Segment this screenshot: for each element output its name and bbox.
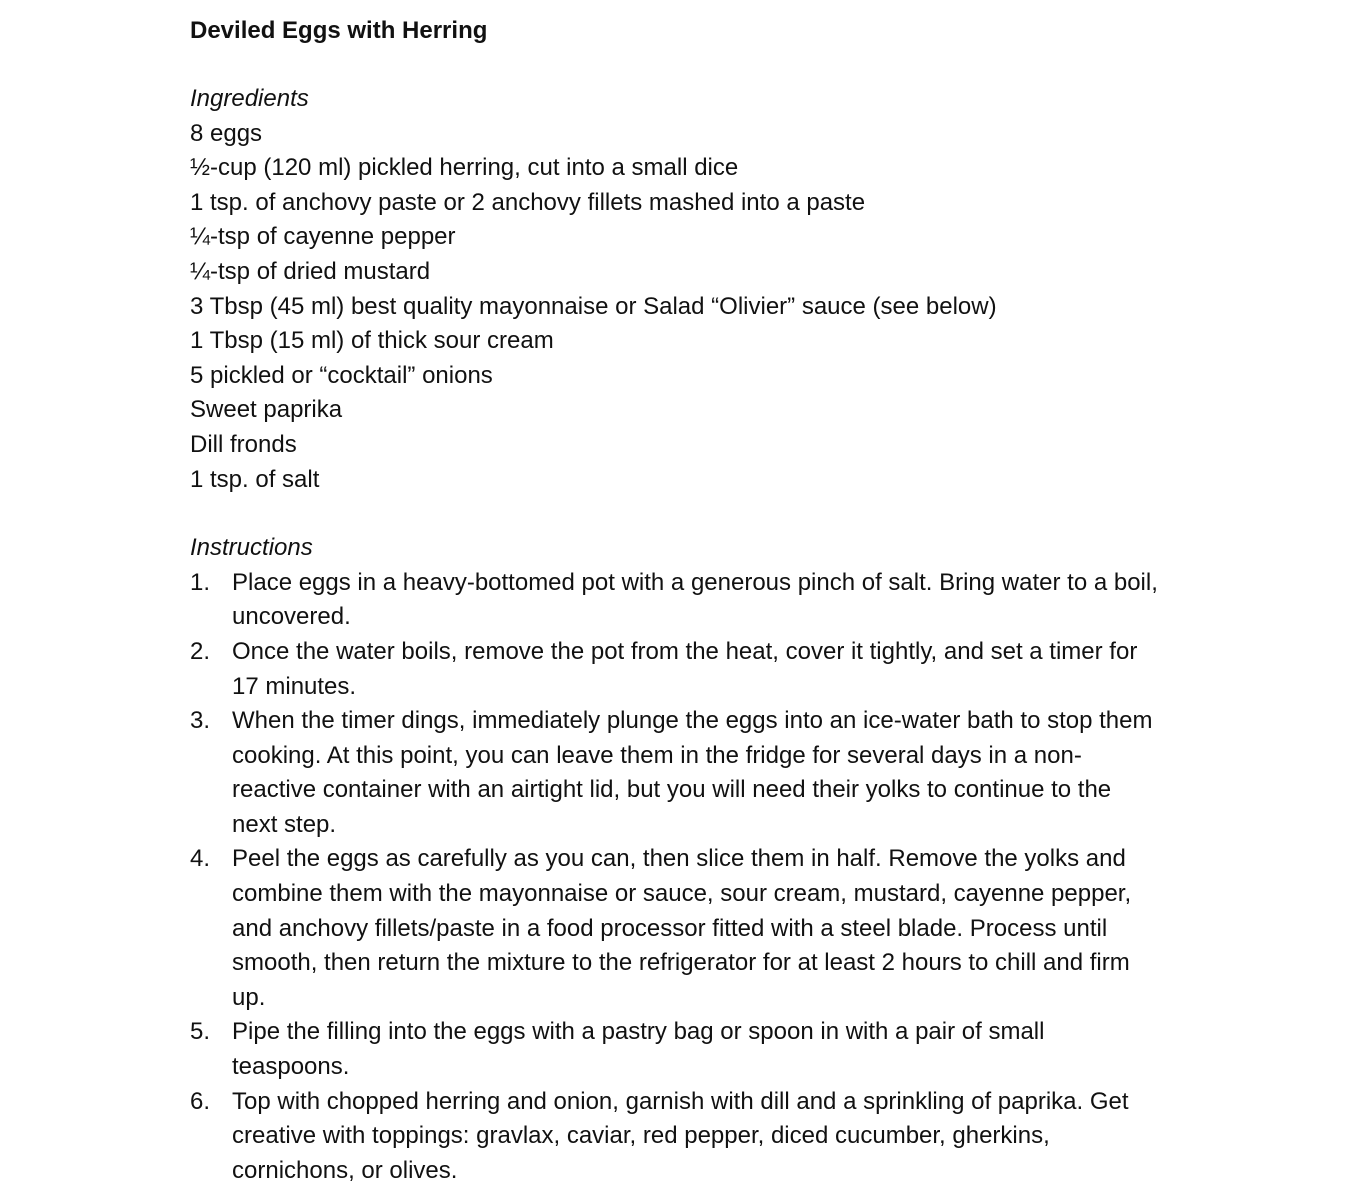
recipe-document (190, 14, 1300, 1188)
step-number: 5. (190, 1018, 211, 1046)
step-number: 1. (190, 568, 211, 596)
step-text-line: up. (232, 983, 266, 1011)
ingredient-item: ¼-tsp of cayenne pepper (190, 223, 456, 251)
ingredient-item: Dill fronds (190, 430, 297, 458)
instruction-step (190, 842, 1307, 1015)
ingredients-list (190, 117, 1300, 498)
instruction-step (190, 1015, 1307, 1084)
ingredient-item: 5 pickled or “cocktail” onions (190, 361, 493, 389)
ingredient-item: ½-cup (120 ml) pickled herring, cut into a small dice (190, 154, 739, 182)
ingredients-heading: Ingredients (190, 85, 309, 112)
step-text-line: teaspoons. (232, 1053, 350, 1081)
step-text-line: Once the water boils, remove the pot from the heat, cover it tightly, and set a timer for (232, 637, 1138, 665)
instruction-step (190, 566, 1307, 635)
step-text-line: Peel the eggs as carefully as you can, then slice them in half. Remove the yolks and (232, 845, 1126, 873)
ingredient-item: 1 tsp. of anchovy paste or 2 anchovy fillets mashed into a paste (190, 188, 866, 216)
ingredient-item: 8 eggs (190, 119, 263, 147)
ingredient-item: 3 Tbsp (45 ml) best quality mayonnaise or Salad “Olivier” sauce (see below) (190, 292, 997, 320)
step-text-line: Top with chopped herring and onion, garnish with dill and a sprinkling of paprika. Get (232, 1087, 1129, 1115)
recipe-title: Deviled Eggs with Herring (190, 17, 488, 44)
step-text-line: When the timer dings, immediately plunge the eggs into an ice-water bath to stop them (232, 707, 1153, 735)
ingredient-item: 1 Tbsp (15 ml) of thick sour cream (190, 327, 554, 355)
step-number: 4. (190, 845, 211, 873)
step-text-line: reactive container with an airtight lid, but you will need their yolks to continue to the (232, 776, 1112, 804)
step-number: 2. (190, 637, 211, 665)
instruction-step (190, 704, 1307, 842)
step-text-line: combine them with the mayonnaise or sauce, sour cream, mustard, cayenne pepper, (232, 880, 1132, 908)
step-text-line: Pipe the filling into the eggs with a pastry bag or spoon in with a pair of small (232, 1018, 1045, 1046)
instruction-step (190, 1085, 1307, 1189)
step-text-line: 17 minutes. (232, 672, 357, 700)
instruction-step (190, 635, 1307, 704)
step-text-line: and anchovy fillets/paste in a food processor fitted with a steel blade. Process until (232, 914, 1108, 942)
instructions-heading: Instructions (190, 534, 313, 562)
step-text-line: creative with toppings: gravlax, caviar, red pepper, diced cucumber, gherkins, (232, 1122, 1050, 1150)
step-text-line: next step. (232, 810, 337, 838)
instructions-list (190, 566, 1300, 1189)
step-text-line: uncovered. (232, 603, 351, 631)
ingredient-item: Sweet paprika (190, 396, 343, 424)
step-text-line: cooking. At this point, you can leave them in the fridge for several days in a non- (232, 741, 1082, 769)
ingredient-item: ¼-tsp of dried mustard (190, 257, 431, 285)
step-text-line: smooth, then return the mixture to the refrigerator for at least 2 hours to chill and firm (232, 949, 1130, 977)
ingredient-item: 1 tsp. of salt (190, 465, 320, 493)
step-text-line: Place eggs in a heavy-bottomed pot with a generous pinch of salt. Bring water to a boil, (232, 568, 1158, 596)
step-number: 6. (190, 1087, 211, 1115)
step-number: 3. (190, 707, 211, 735)
step-text-line: cornichons, or olives. (232, 1156, 458, 1184)
